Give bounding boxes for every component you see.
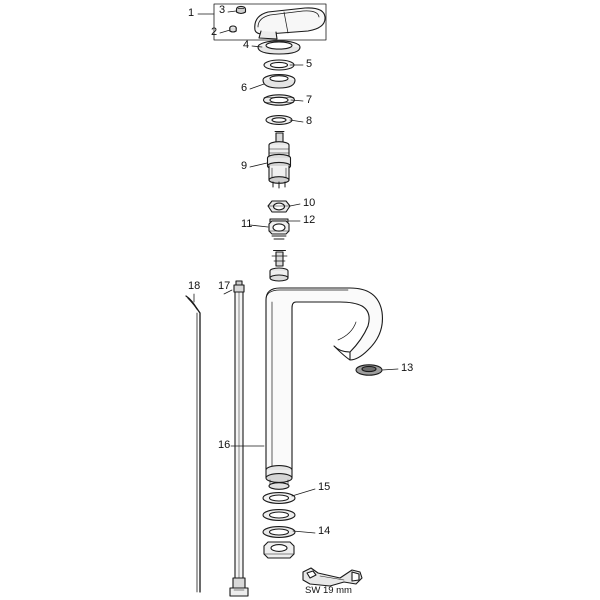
part-7-threaded-ring xyxy=(264,95,295,105)
callout-4: 4 xyxy=(243,39,250,51)
part-10-locking-nut xyxy=(268,201,290,212)
callout-9: 9 xyxy=(241,160,248,172)
part-6-sleeve xyxy=(263,75,295,88)
callout-6: 6 xyxy=(241,82,248,94)
part-5-ring xyxy=(264,60,294,70)
callout-7: 7 xyxy=(306,94,313,106)
callout-2: 2 xyxy=(211,26,218,38)
callout-15: 15 xyxy=(318,481,331,493)
callout-3: 3 xyxy=(219,4,226,16)
callout-11: 11 xyxy=(241,218,253,230)
leader-lines xyxy=(194,11,398,533)
part-3-set-screw xyxy=(237,6,246,13)
part-18-pull-rod xyxy=(186,296,200,592)
callout-13: 13 xyxy=(401,362,414,374)
callout-12: 12 xyxy=(303,214,316,226)
part-11-base-nut xyxy=(269,221,289,239)
part-15-gasket xyxy=(263,493,295,504)
callout-10: 10 xyxy=(303,197,316,209)
part-8-washer xyxy=(266,116,292,125)
callout-18: 18 xyxy=(188,280,201,292)
part-9-cartridge xyxy=(268,132,291,189)
part-4-cover-ring xyxy=(258,41,300,54)
part-2-cap xyxy=(230,26,236,32)
callout-8: 8 xyxy=(306,115,313,127)
part-1-lever-handle xyxy=(214,4,326,40)
callout-1: 1 xyxy=(188,7,195,19)
wrench-size-label: SW 19 mm xyxy=(305,585,352,596)
part-14-fixing-set xyxy=(263,510,295,558)
callout-5: 5 xyxy=(306,58,313,70)
part-17-hose xyxy=(230,281,248,596)
part-13-aerator xyxy=(356,365,382,375)
callout-17: 17 xyxy=(218,280,231,292)
callout-16: 16 xyxy=(218,439,231,451)
callout-14: 14 xyxy=(318,525,331,537)
tool-wrench xyxy=(303,568,362,586)
